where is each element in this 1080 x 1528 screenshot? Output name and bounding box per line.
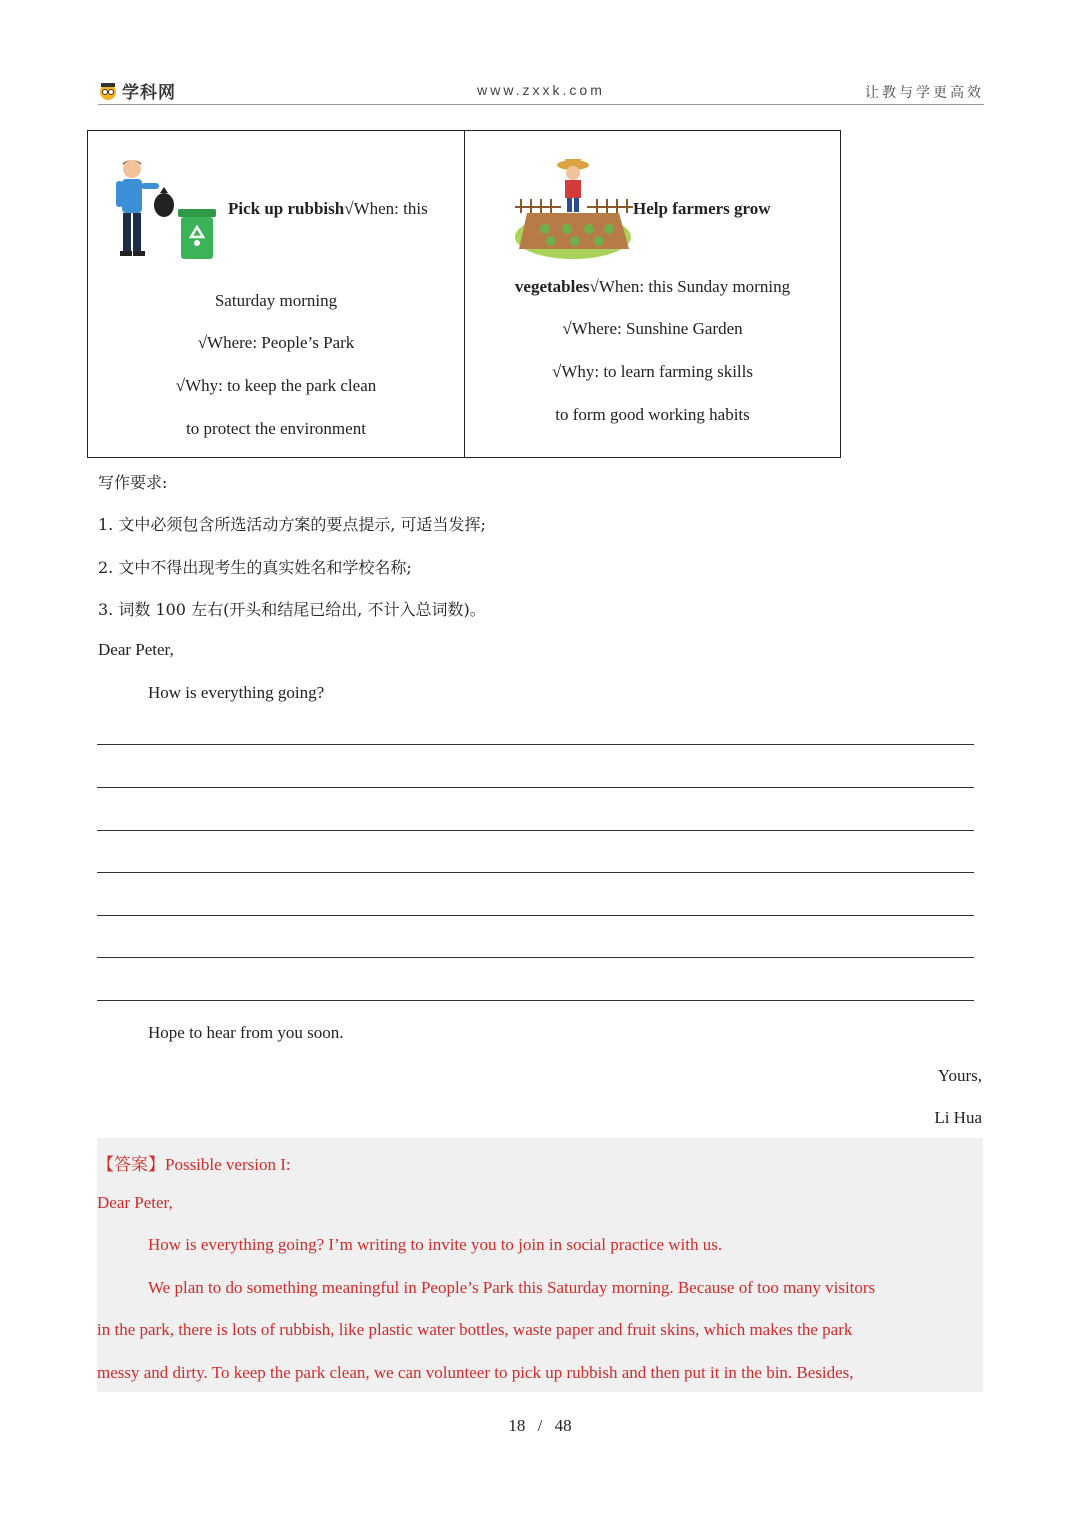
activity-cell-farming [465, 131, 840, 457]
farming-reason: to form good working habits [555, 405, 750, 424]
letter-closing: Hope to hear from you soon. [148, 1023, 344, 1042]
writing-line-4[interactable] [97, 872, 974, 873]
site-url[interactable]: www.zxxk.com [477, 82, 605, 98]
rubbish-when: √When: this [344, 199, 428, 218]
answer-box [97, 1138, 983, 1392]
farming-why: √Why: to learn farming skills [551, 362, 753, 381]
writing-line-1[interactable] [97, 744, 974, 745]
letter-opening: How is everything going? [148, 683, 325, 702]
letter-signature: Li Hua [934, 1108, 982, 1127]
farming-title-line2 [465, 277, 840, 297]
rubbish-time: Saturday morning [214, 291, 338, 310]
answer-greeting: Dear Peter, [97, 1193, 173, 1212]
activity-table [87, 130, 841, 458]
rubbish-title: Pick up rubbish [228, 199, 345, 218]
page-number [0, 1416, 1080, 1436]
farmer-garden-icon [515, 157, 633, 266]
requirements-heading: 写作要求: [98, 473, 168, 492]
current-page: 18 [508, 1416, 526, 1435]
answer-version: Possible version I: [165, 1155, 291, 1174]
writing-line-5[interactable] [97, 915, 974, 916]
logo-text: 学科网 [122, 83, 176, 103]
letter-signoff: Yours, [937, 1066, 982, 1085]
answer-header [97, 1150, 291, 1175]
writing-line-7[interactable] [97, 1000, 974, 1001]
page-separator: / [537, 1416, 543, 1435]
answer-line-4: messy and dirty. To keep the park clean, we can volunteer to pick up rubbish and then put it in the bin. Besides, [97, 1363, 854, 1382]
letter-greeting: Dear Peter, [98, 640, 174, 659]
farming-when: √When: this Sunday morning [589, 277, 791, 296]
slogan: 让教与学更高效 [865, 85, 984, 101]
rubbish-title-line [228, 199, 428, 219]
writing-line-2[interactable] [97, 787, 974, 788]
requirement-item-2: 2. 文中不得出现考生的真实姓名和学校名称; [98, 558, 412, 577]
writing-line-3[interactable] [97, 830, 974, 831]
answer-line-3: in the park, there is lots of rubbish, like plastic water bottles, waste paper and fruit skins, which makes the park [97, 1320, 853, 1339]
farming-title: Help farmers grow [633, 199, 771, 218]
total-pages: 48 [554, 1416, 572, 1435]
answer-line-1: How is everything going? I’m writing to invite you to join in social practice with us. [148, 1235, 723, 1254]
requirement-item-3: 3. 词数 100 左右(开头和结尾已给出, 不计入总词数)。 [98, 600, 486, 619]
answer-label: 【答案】 [97, 1155, 165, 1175]
farming-where: √Where: Sunshine Garden [562, 319, 743, 338]
rubbish-why: √Why: to keep the park clean [175, 376, 377, 395]
recycle-bin-icon [176, 205, 218, 268]
rubbish-reason: to protect the environment [186, 419, 366, 438]
page-header [98, 76, 984, 105]
boy-with-rubbish-icon [108, 157, 178, 266]
writing-line-6[interactable] [97, 957, 974, 958]
activity-cell-rubbish [88, 131, 465, 457]
answer-line-2: We plan to do something meaningful in People’s Park this Saturday morning. Because of too many visitors [148, 1278, 876, 1297]
requirement-item-1: 1. 文中必须包含所选活动方案的要点提示, 可适当发挥; [98, 515, 486, 534]
farming-title-cont: vegetables [514, 277, 590, 296]
rubbish-where: √Where: People’s Park [197, 333, 355, 352]
